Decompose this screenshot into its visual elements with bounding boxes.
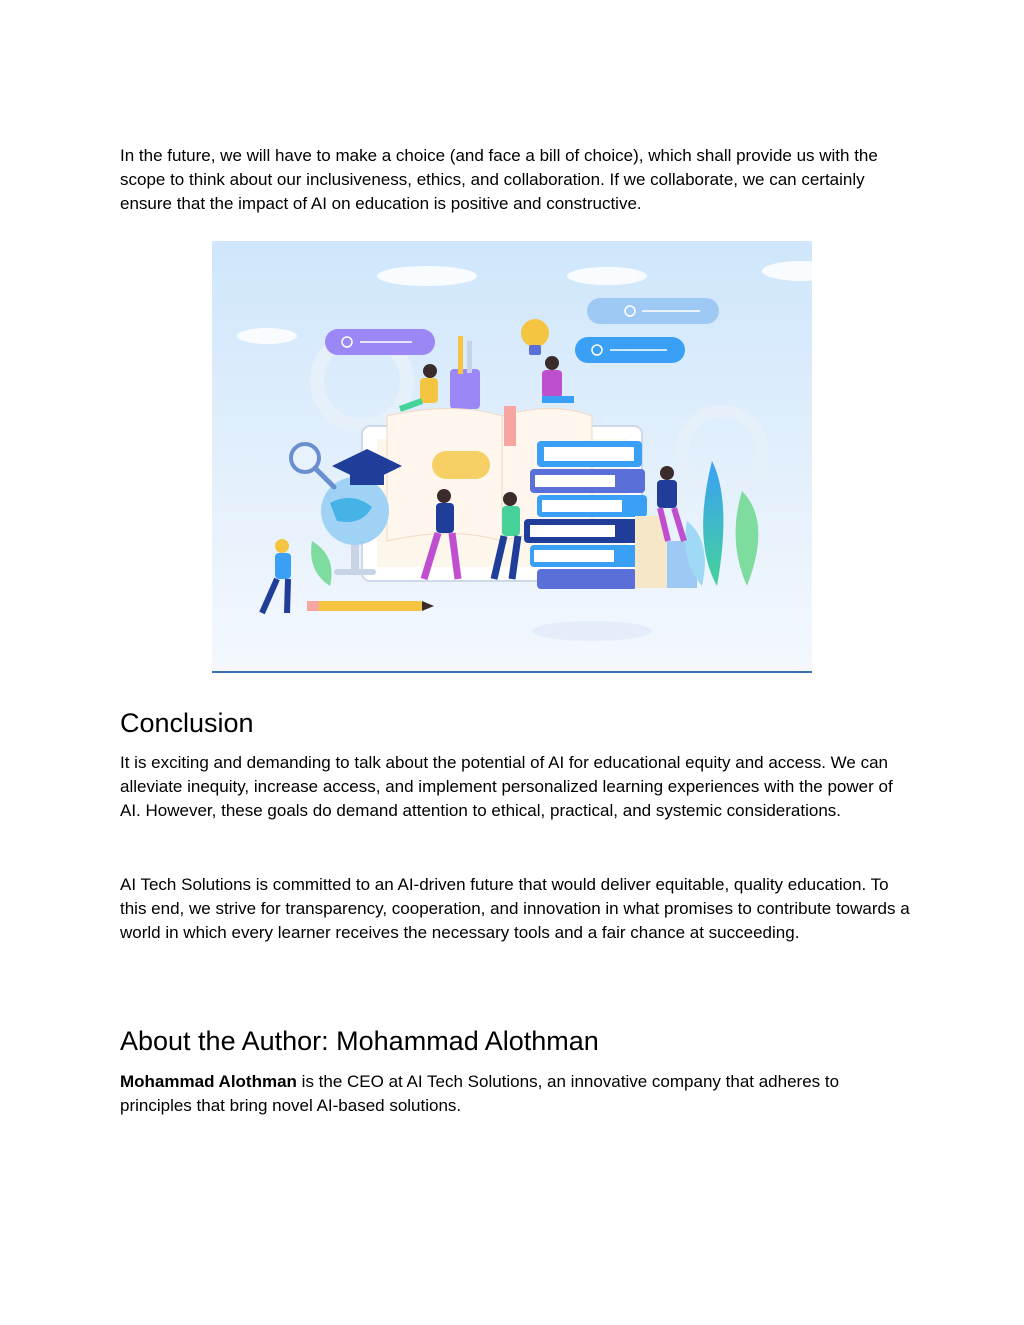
- conclusion-paragraph-1: It is exciting and demanding to talk about the potential of AI for educational equity and access. We can alleviate inequity, increase access, and implement personalized learning experiences with the power of AI. However, these goals do demand attention to ethical, practical, and systemic considerations.: [120, 753, 893, 820]
- conclusion-heading: Conclusion: [120, 708, 254, 738]
- author-name: Mohammad Alothman: [120, 1072, 297, 1091]
- intro-paragraph: In the future, we will have to make a choice (and face a bill of choice), which shall provide us with the scope to think about our inclusiveness, ethics, and collaboration. If we collaborate, we can certainly ensure that the impact of AI on education is positive and constructive.: [120, 146, 878, 213]
- author-heading: About the Author: Mohammad Alothman: [120, 1026, 599, 1056]
- author-bio: is the CEO at AI Tech Solutions, an innovative company that adheres to principles that bring novel AI-based solutions.: [120, 1072, 840, 1115]
- author-bio-paragraph: [120, 1070, 910, 1118]
- education-illustration: [212, 241, 812, 673]
- conclusion-paragraph-2: AI Tech Solutions is committed to an AI-driven future that would deliver equitable, quality education. To this end, we strive for transparency, cooperation, and innovation in what promises to contribute towards a world in which every learner receives the necessary tools and a fair chance at succeeding.: [120, 875, 910, 942]
